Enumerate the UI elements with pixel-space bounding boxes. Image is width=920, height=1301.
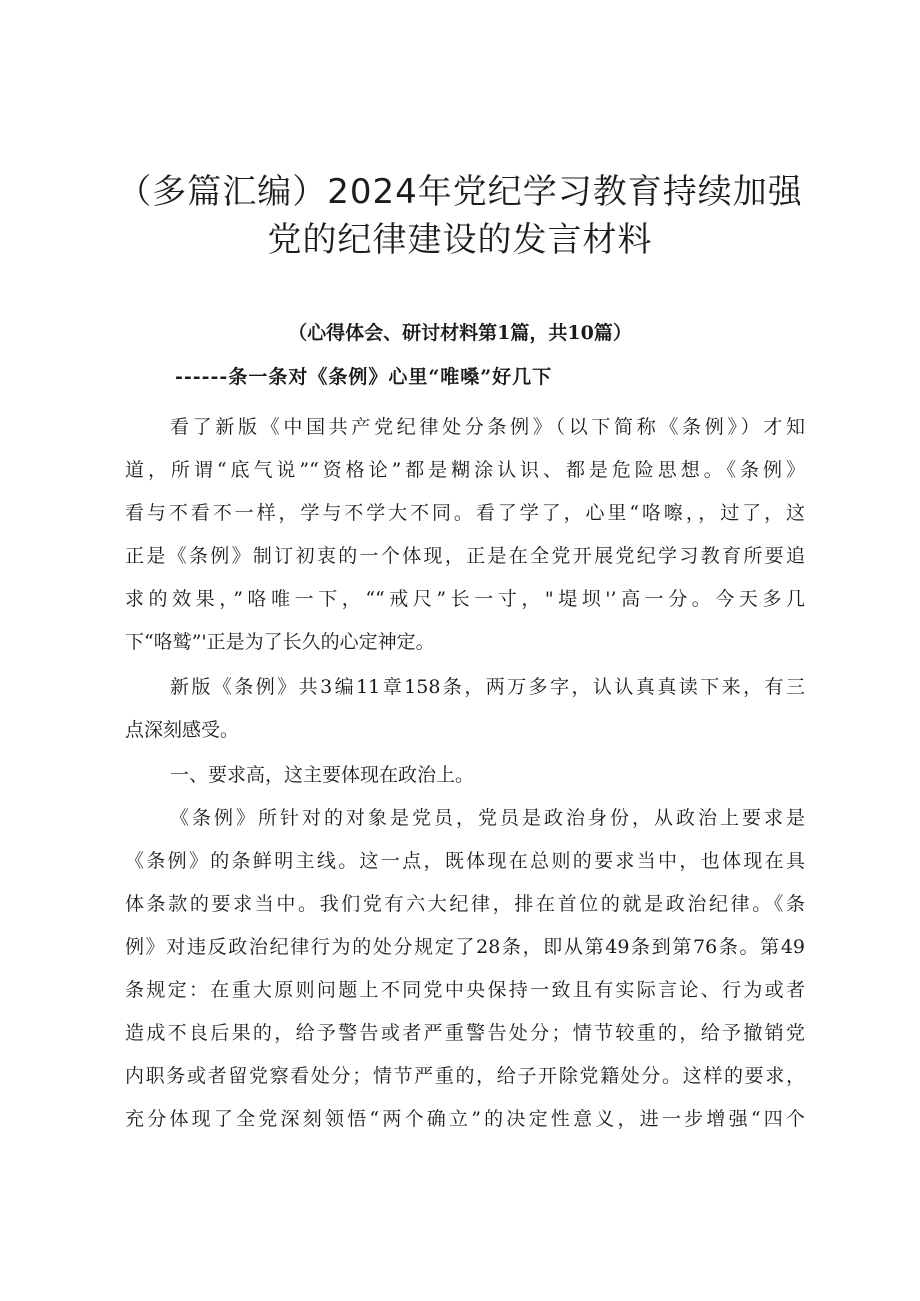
paragraph-4-line: 《条例》的条鲜明主线。这一点，既体现在总则的要求当中，也体现在具	[125, 850, 805, 872]
paragraph-4-line: 充分体现了全党深刻领悟“两个确立”的决定性意义，进一步增强“四个	[125, 1108, 805, 1130]
paragraph-4-line: 造成不良后果的，给予警告或者严重警告处分；情节较重的，给予撤销党	[125, 1022, 805, 1044]
paragraph-1-line: 正是《条例》制订初衷的一个体现，正是在全党开展党纪学习教育所要追	[125, 545, 805, 567]
paragraph-4-line: 条规定：在重大原则问题上不同党中央保持一致且有实际言论、行为或者	[125, 979, 805, 1001]
document-title-line-2: 党的纪律建设的发言材料	[267, 220, 653, 260]
paragraph-1-line: 下“咯鹫”'正是为了长久的心定神定。	[125, 631, 435, 653]
paragraph-4-line: 例》对违反政治纪律行为的处分规定了28条，即从第49条到第76条。第49	[125, 936, 805, 958]
section-heading-1: 一、要求高，这主要体现在政治上。	[170, 764, 475, 786]
paragraph-1-line: 看了新版《中国共产党纪律处分条例》（以下简称《条例》）才知	[170, 416, 805, 438]
paragraph-1-line: 道，所谓“底气说”“资格论”都是糊涂认识、都是危险思想。《条例》	[125, 459, 805, 481]
paragraph-4-line: 《条例》所针对的对象是党员，党员是政治身份，从政治上要求是	[170, 807, 805, 829]
paragraph-4-line: 内职务或者留党察看处分；情节严重的，给子开除党籍处分。这样的要求，	[125, 1065, 805, 1087]
paragraph-2-line: 点深刻感受。	[125, 719, 240, 741]
paragraph-2-line: 新版《条例》共3编11章158条，两万多字，认认真真读下来，有三	[170, 676, 805, 698]
paragraph-1-line: 求的效果，”咯唯一下，““戒尺”长一寸，"堤坝'’高一分。今天多几	[125, 588, 805, 610]
article-heading: ------条一条对《条例》心里“唯嗓”好几下	[175, 366, 553, 388]
paragraph-1-line: 看与不看不一样，学与不学大不同。看了学了，心里“咯嚓，，过了，这	[125, 502, 805, 524]
paragraph-4-line: 体条款的要求当中。我们党有六大纪律，排在首位的就是政治纪律。《条	[125, 893, 805, 915]
document-title-line-1: （多篇汇编）2024年党纪学习教育持续加强	[117, 172, 803, 212]
document-subtitle: （心得体会、研讨材料第1篇，共10篇）	[288, 322, 632, 344]
